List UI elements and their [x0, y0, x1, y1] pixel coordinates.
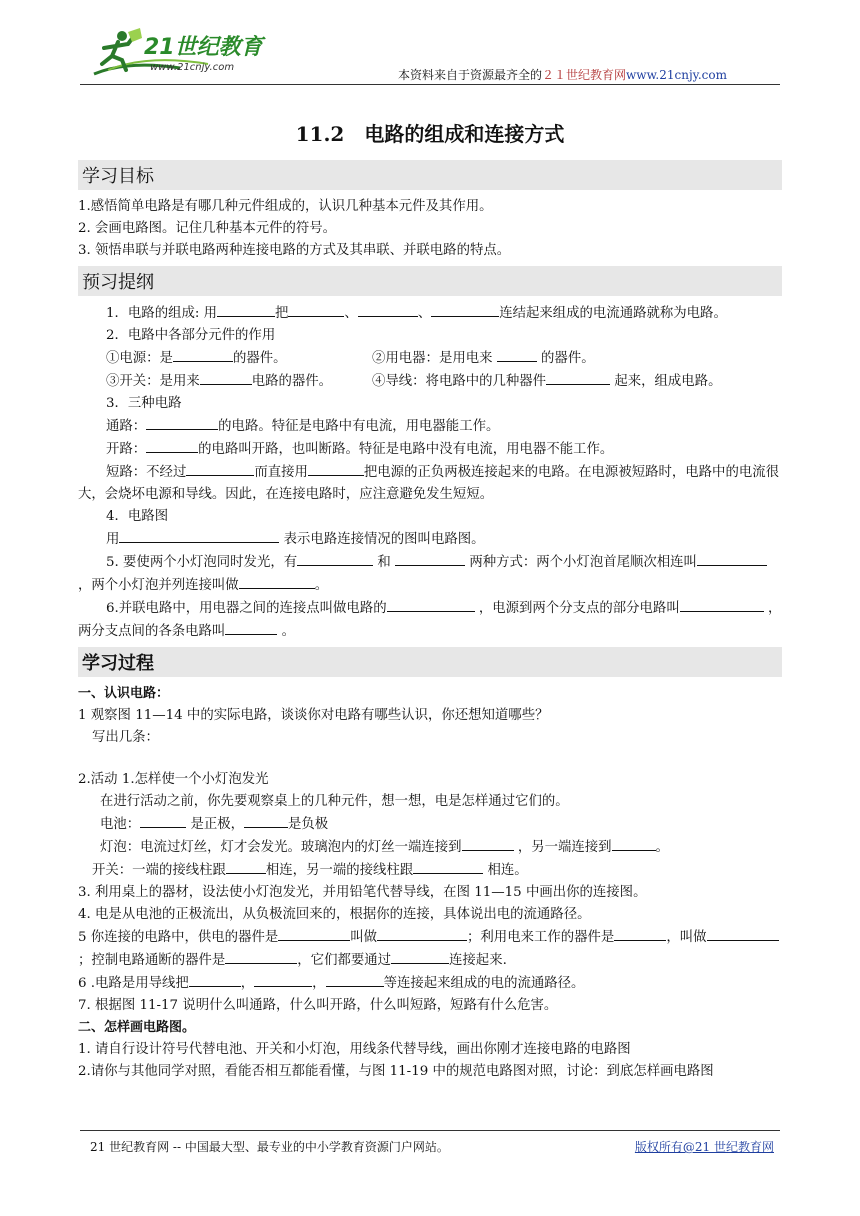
goal-item: 1.感悟简单电路是有哪几种元件组成的，认识几种基本元件及其作用。 [78, 199, 493, 214]
site-logo [88, 24, 288, 82]
preview-closed-circuit: 通路： 的电路。特征是电路中有电流，用电器能工作。 [78, 415, 782, 438]
blank[interactable] [612, 836, 656, 851]
blank[interactable] [326, 972, 384, 987]
blank[interactable] [146, 415, 218, 430]
preview-q2: 2．电路中各部分元件的作用 [106, 328, 276, 343]
tagline-url-link[interactable]: www.21cnjy.com [626, 68, 727, 82]
blank[interactable] [288, 302, 344, 317]
preview-diagram: 用 表示电路连接情况的图叫电路图。 [78, 528, 782, 551]
blank[interactable] [119, 528, 279, 543]
blank[interactable] [697, 551, 767, 566]
blank[interactable] [189, 972, 241, 987]
blank[interactable] [217, 302, 275, 317]
preview-components: ③开关：是用来 电路的器件。 ④导线：将电路中的几种器件 起来，组成电路。 [78, 370, 782, 393]
blank[interactable] [462, 836, 514, 851]
process-item: 2.请你与其他同学对照，看能否相互都能看懂，与图 11-19 中的规范电路图对照，讨论：到底怎样画电路图 [78, 1064, 714, 1079]
blank[interactable] [297, 551, 373, 566]
blank[interactable] [358, 302, 418, 317]
preview-open-circuit: 开路： 的电路叫开路，也叫断路。特征是电路中没有电流，用电器不能工作。 [78, 438, 782, 461]
process-item: 7. 根据图 11-17 说明什么叫通路，什么叫开路，什么叫短路，短路有什么危害。 [78, 998, 558, 1013]
process-item: 在进行活动之前，你先要观察桌上的几种元件，想一想，电是怎样通过它们的。 [100, 794, 569, 809]
process-p5: 5 你连接的电路中，供电的器件是 叫做 ；利用电来工作的器件是 ，叫做；控制电路通断的器件是 ，它们都要通过 连接起来. [78, 926, 782, 972]
blank[interactable] [431, 302, 499, 317]
blank[interactable] [391, 949, 449, 964]
process-item: 4. 电是从电池的正极流出，从负极流回来的，根据你的连接，具体说出电的流通路径。 [78, 907, 591, 922]
blank[interactable] [140, 813, 186, 828]
runner-logo-icon [88, 24, 288, 82]
svg-text:21世纪教育: 21世纪教育 [144, 35, 263, 60]
section-heading-goals: 学习目标 [78, 160, 782, 190]
process-item: 1 观察图 11—14 中的实际电路，谈谈你对电路有哪些认识，你还想知道哪些？ [78, 708, 549, 723]
preview-short-circuit: 短路：不经过 而直接用 把电源的正负两极连接起来的电路。在电源被短路时，电路中的电流很大，会烧坏电源和导线。因此，在连接电路时，应注意避免发生短短。 [78, 461, 782, 506]
document-body [78, 160, 782, 1083]
blank[interactable] [546, 370, 610, 385]
blank[interactable] [200, 370, 252, 385]
blank[interactable] [395, 551, 465, 566]
preview-q1: 1．电路的组成: 用 把 、 、 连结起来组成的电流通路就称为电路。 [78, 302, 782, 325]
tagline-link[interactable]: ２１世纪教育网 [542, 68, 627, 82]
blank[interactable] [413, 859, 483, 874]
blank[interactable] [707, 926, 779, 941]
blank[interactable] [377, 926, 467, 941]
blank[interactable] [244, 813, 288, 828]
process-battery: 电池： 是正极， 是负极 [78, 813, 782, 836]
preview-components: ①电源：是 的器件。 ②用电器：是用电来 的器件。 [78, 347, 782, 370]
blank[interactable] [308, 461, 364, 476]
section-heading-process: 学习过程 [78, 647, 782, 677]
preview-q5: 5. 要使两个小灯泡同时发光，有 和 两种方式：两个小灯泡首尾顺次相连叫 ，两个小灯泡并列连接叫做 。 [78, 551, 782, 597]
process-item: 写出几条： [92, 730, 159, 745]
blank[interactable] [186, 461, 254, 476]
process-p6: 6 .电路是用导线把 ， ， 等连接起来组成的电的流通路径。 [78, 972, 782, 995]
goal-item: 2. 会画电路图。记住几种基本元件的符号。 [78, 221, 337, 236]
blank[interactable] [225, 620, 277, 635]
footer-divider [80, 1130, 780, 1131]
blank[interactable] [225, 949, 297, 964]
blank[interactable] [226, 859, 266, 874]
blank[interactable] [680, 597, 764, 612]
footer-copyright-link[interactable]: 版权所有@21 世纪教育网 [634, 1140, 774, 1154]
document-title: 11.2 电路的组成和连接方式 [295, 122, 565, 146]
goal-item: 3. 领悟串联与并联电路两种连接电路的方式及其串联、并联电路的特点。 [78, 243, 511, 258]
preview-q6: 6.并联电路中，用电器之间的连接点叫做电路的 ，电源到两个分支点的部分电路叫 ，两分支点间的各条电路叫 。 [78, 597, 782, 643]
process-bulb: 灯泡：电流过灯丝，灯才会发光。玻璃泡内的灯丝一端连接到 ，另一端连接到 。 [78, 836, 782, 859]
subheading-part2: 二、怎样画电路图。 [78, 1020, 196, 1035]
process-item: 1. 请自行设计符号代替电池、开关和小灯泡，用线条代替导线，画出你刚才连接电路的电路图 [78, 1042, 631, 1057]
section-heading-preview: 预习提纲 [78, 266, 782, 296]
footer-text: 21 世纪教育网 -- 中国最大型、最专业的中小学教育资源门户网站。 [90, 1140, 449, 1154]
blank[interactable] [614, 926, 666, 941]
subheading-part1: 一、认识电路： [78, 686, 170, 701]
process-switch: 开关：一端的接线柱跟 相连，另一端的接线柱跟 相连。 [78, 859, 782, 882]
process-item: 2.活动 1.怎样使一个小灯泡发光 [78, 772, 269, 787]
preview-q4: 4．电路图 [106, 509, 169, 524]
header-divider [80, 84, 780, 85]
preview-q3: 3．三种电路 [106, 396, 182, 411]
process-item: 3. 利用桌上的器材，设法使小灯泡发光，并用铅笔代替导线，在图 11—15 中画出你的连接图。 [78, 885, 647, 900]
blank[interactable] [173, 347, 233, 362]
blank[interactable] [146, 438, 198, 453]
blank[interactable] [239, 574, 315, 589]
blank[interactable] [387, 597, 475, 612]
header-tagline: 本资料来自于资源最齐全的２１世纪教育网www.21cnjy.com [398, 68, 727, 82]
blank[interactable] [278, 926, 350, 941]
svg-text:www.21cnjy.com: www.21cnjy.com [150, 62, 235, 73]
blank[interactable] [497, 347, 537, 362]
blank[interactable] [254, 972, 312, 987]
